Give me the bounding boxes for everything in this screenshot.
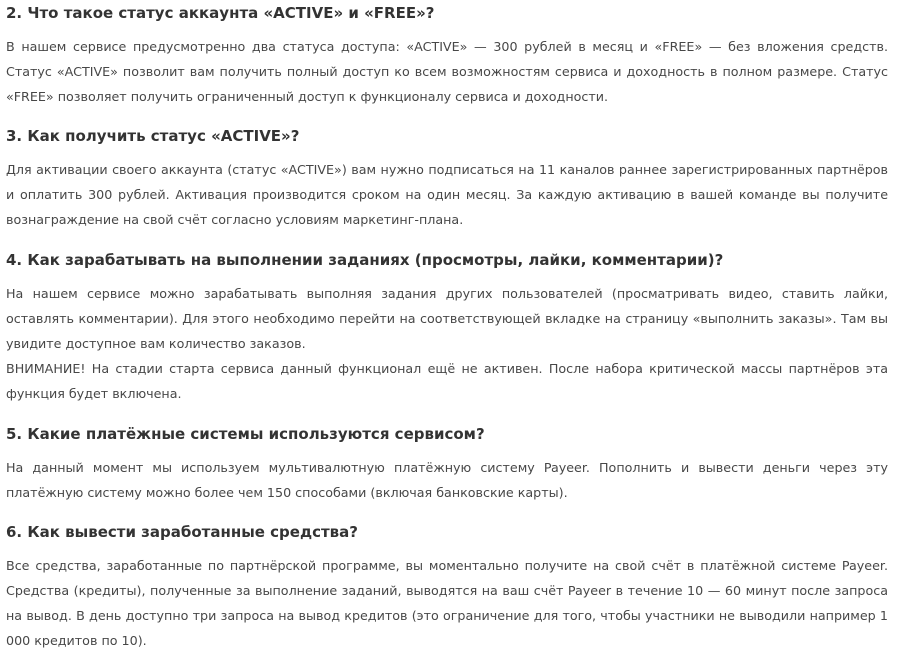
faq-answer [6, 281, 888, 406]
faq-answer [6, 157, 888, 232]
faq-answer [6, 553, 888, 653]
faq-answer [6, 34, 888, 109]
faq-item-withdraw-funds [6, 520, 888, 653]
faq-question: 6. Как вывести заработанные средства? [6, 523, 358, 541]
faq-answer-paragraph: Для активации своего аккаунта (статус «ACTIVE») вам нужно подписаться на 11 каналов раннее зарегистрированных партнёров и оплатить 300 рублей. Активация производится сроком на один месяц. За каждую активацию в вашей команде вы получите вознаграждение на свой счёт согласно условиям маркетинг-плана. [6, 162, 888, 227]
faq-answer [6, 455, 888, 505]
faq-item-payment-systems [6, 422, 888, 505]
faq-answer-paragraph: На данный момент мы используем мультивалютную платёжную систему Payeer. Пополнить и вывести деньги через эту платёжную систему можно более чем 150 способами (включая банковские карты). [6, 460, 888, 500]
faq-answer-paragraph: В нашем сервисе предусмотренно два статуса доступа: «ACTIVE» — 300 рублей в месяц и «FREE» — без вложения средств. Статус «ACTIVE» позволит вам получить полный доступ ко всем возможностям сервиса и доходность в полном размере. Статус «FREE» позволяет получить ограниченный доступ к функционалу сервиса и доходности. [6, 39, 888, 104]
faq-question: 2. Что такое статус аккаунта «ACTIVE» и «FREE»? [6, 4, 435, 22]
faq-answer-warning: ВНИМАНИЕ! На стадии старта сервиса данный функционал ещё не активен. После набора критической массы партнёров эта функция будет включена. [6, 361, 888, 401]
faq-answer-paragraph: Все средства, заработанные по партнёрской программе, вы моментально получите на свой счёт в платёжной системе Payeer. Средства (кредиты), полученные за выполнение заданий, выводятся на ваш счёт Payeer в течение 10 — 60 минут после запроса на вывод. В день доступно три запроса на вывод кредитов (это ограничение для того, чтобы участники не выводили например 1 000 кредитов по 10). [6, 558, 888, 648]
faq-item-account-status [6, 1, 888, 109]
faq-answer-paragraph: На нашем сервисе можно зарабатывать выполняя задания других пользователей (просматривать видео, ставить лайки, оставлять комментарии). Для этого необходимо перейти на соответствующей вкладке на страницу «выполнить заказы». Там вы увидите доступное вам количество заказов. [6, 286, 888, 351]
faq-item-get-active-status [6, 124, 888, 232]
faq-item-earn-on-tasks [6, 248, 888, 406]
faq-question: 3. Как получить статус «ACTIVE»? [6, 127, 300, 145]
faq-question: 4. Как зарабатывать на выполнении заданиях (просмотры, лайки, комментарии)? [6, 251, 724, 269]
faq-question: 5. Какие платёжные системы используются сервисом? [6, 425, 485, 443]
